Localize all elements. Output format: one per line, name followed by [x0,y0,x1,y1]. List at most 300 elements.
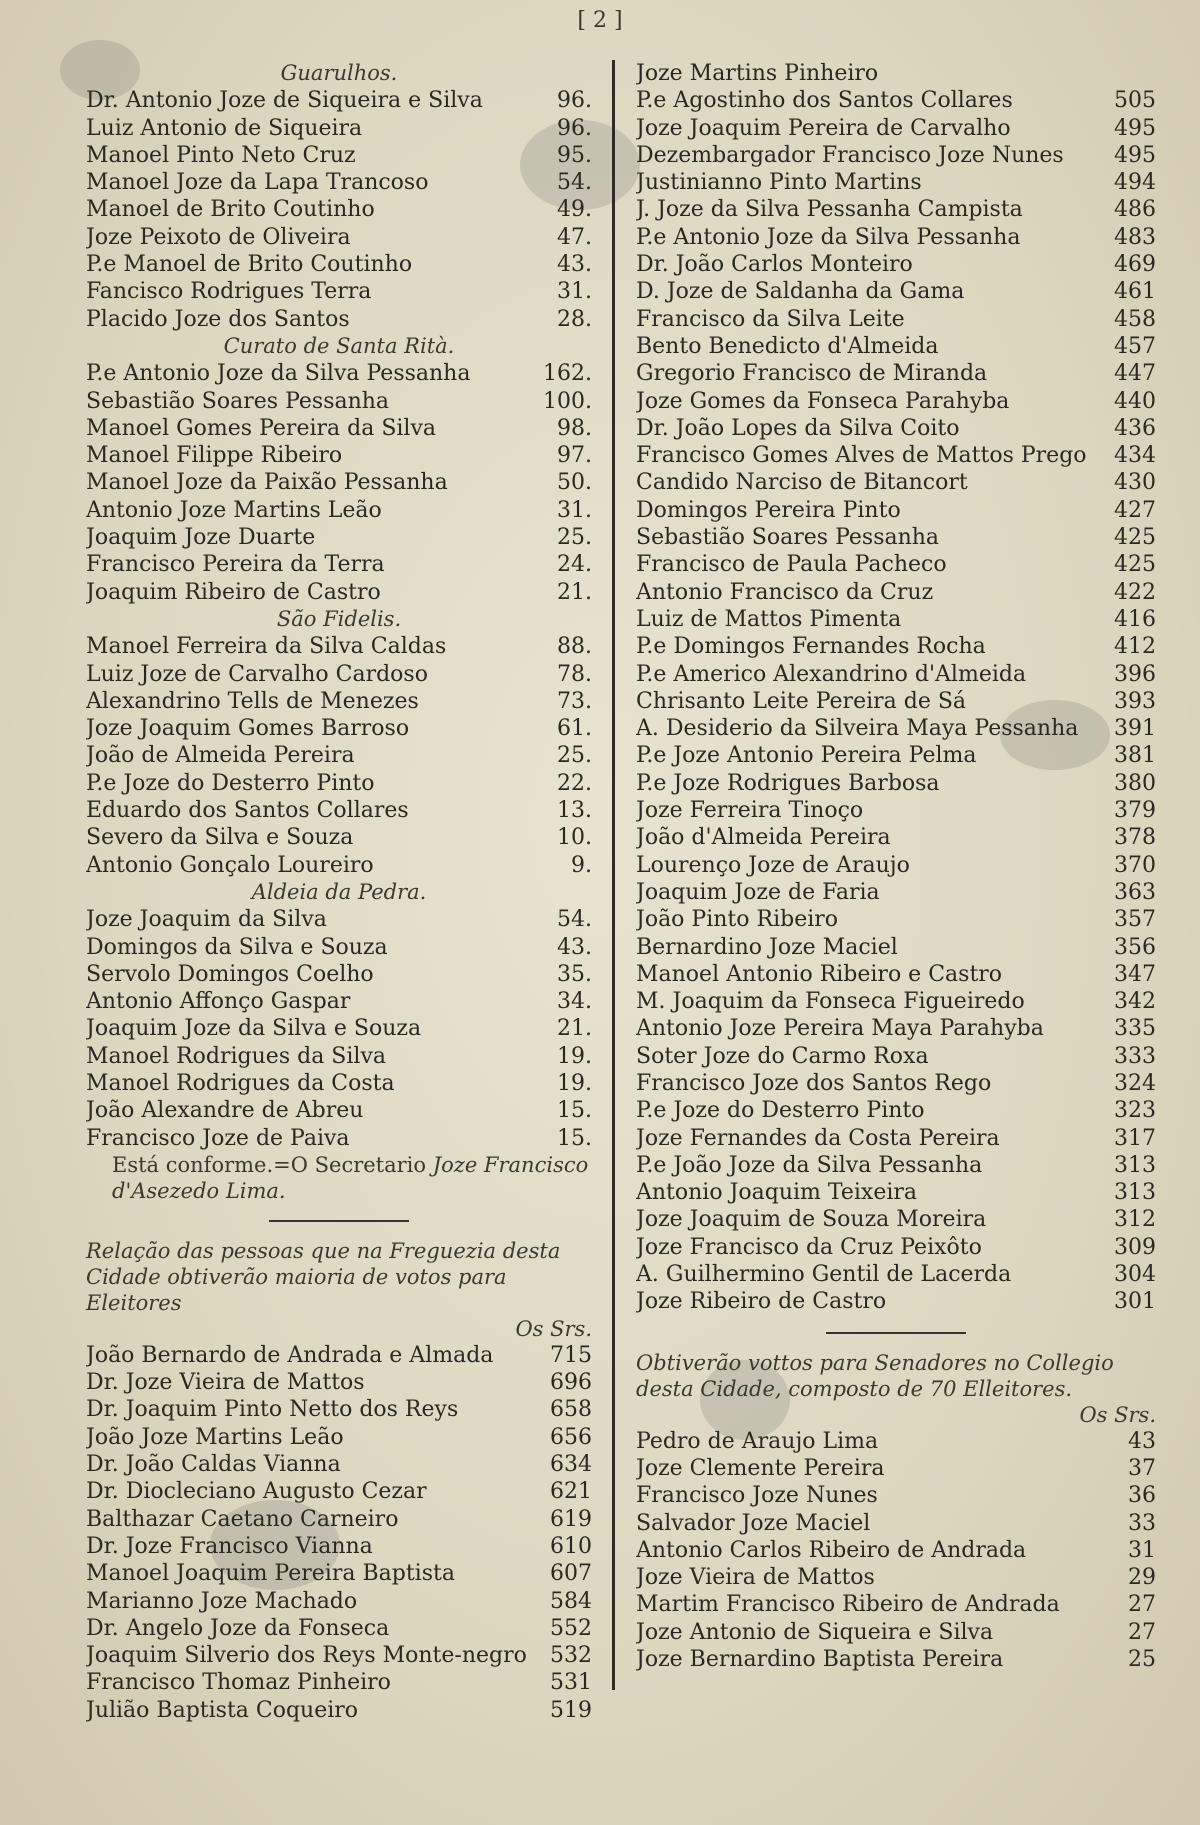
list-item [636,1070,1156,1097]
entry-votes: 323 [1114,1098,1156,1124]
entry-votes: 13. [557,798,592,824]
entry-name: P.e Joze do Desterro Pinto [636,1098,925,1124]
entry-votes: 532 [550,1643,592,1669]
entry-name: Antonio Francisco da Cruz [636,579,934,605]
list-item [86,961,592,988]
list-item [86,224,592,251]
entry-name: P.e Domingos Fernandes Rocha [636,634,986,660]
entry-name: M. Joaquim da Fonseca Figueiredo [636,989,1025,1015]
entry-name: Luiz de Mattos Pimenta [636,606,902,632]
entry-votes: 19. [557,1070,592,1096]
entry-votes: 15. [557,1125,592,1151]
entry-name: Bento Benedicto d'Almeida [636,333,939,359]
list-item [86,1533,592,1560]
list-item [86,1615,592,1642]
list-item [86,442,592,469]
entry-name: Manoel Joze da Lapa Trancoso [86,170,429,196]
list-item [636,87,1156,114]
entry-name: Antonio Carlos Ribeiro de Andrada [636,1537,1027,1563]
list-item [636,169,1156,196]
list-item [86,661,592,688]
list-item [636,1510,1156,1537]
entry-name: João Alexandre de Abreu [86,1098,364,1124]
list-item [86,1043,592,1070]
list-item [636,1428,1156,1455]
entry-name: Francisco Pereira da Terra [86,552,385,578]
entry-name: Joaquim Joze Duarte [86,525,316,551]
list-item [86,1560,592,1587]
list-item [636,1125,1156,1152]
section-heading: Curato de Santa Rità. [223,333,455,358]
entry-votes: 531 [550,1670,592,1696]
list-item [636,661,1156,688]
entry-votes: 317 [1114,1125,1156,1151]
entry-votes: 24. [557,552,592,578]
entry-votes: 436 [1114,415,1156,441]
entry-name: Joze Martins Pinheiro [636,61,879,86]
entry-votes: 19. [557,1043,592,1069]
entry-votes: 25. [557,525,592,551]
entry-votes: 61. [557,716,592,742]
section-heading: Aldeia da Pedra. [251,879,427,904]
entry-votes: 22. [557,770,592,796]
list-item [86,469,592,496]
list-item [636,497,1156,524]
entry-votes: 33 [1128,1510,1156,1536]
list-item [636,742,1156,769]
entry-name: Francisco de Paula Pacheco [636,552,947,578]
list-item [636,1206,1156,1233]
list-item [86,1097,592,1124]
entry-votes: 28. [557,306,592,332]
list-item [636,60,1156,87]
entry-name: Domingos Pereira Pinto [636,497,901,523]
entry-name: Sebastião Soares Pessanha [636,525,940,551]
entry-name: Manoel Ferreira da Silva Caldas [86,634,447,660]
entry-votes: 49. [557,197,592,223]
entry-name: João de Almeida Pereira [86,743,355,769]
entry-name: Manoel Joze da Paixão Pessanha [86,470,448,496]
entry-name: Manoel Antonio Ribeiro e Castro [636,961,1003,987]
entry-votes: 378 [1114,825,1156,851]
entry-votes: 347 [1114,961,1156,987]
entry-name: Joze Joaquim de Souza Moreira [636,1207,987,1233]
entry-name: Manoel Joaquim Pereira Baptista [86,1561,455,1587]
list-item [636,906,1156,933]
list-item [86,196,592,223]
list-item [86,1478,592,1505]
entry-name: Servolo Domingos Coelho [86,961,374,987]
senadores-heading: Obtiverão vottos para Senadores no Collegio desta Cidade, composto de 70 Elleitores. [636,1350,1114,1401]
list-item [86,278,592,305]
entry-name: Joze Joaquim Gomes Barroso [86,716,410,742]
list-item [86,169,592,196]
signature-line [86,1152,592,1204]
entry-votes: 427 [1114,497,1156,523]
list-item [86,988,592,1015]
entry-votes: 621 [550,1479,592,1505]
entry-name: Joze Vieira de Mattos [636,1565,875,1591]
entry-name: P.e Antonio Joze da Silva Pessanha [636,224,1021,250]
list-item [86,633,592,660]
entry-name: Joze Joaquim da Silva [86,907,327,933]
list-item [86,497,592,524]
entry-votes: 25. [557,743,592,769]
entry-name: Fancisco Rodrigues Terra [86,279,372,305]
entry-name: P.e Joze Antonio Pereira Pelma [636,743,977,769]
entry-name: P.e Joze do Desterro Pinto [86,770,375,796]
entry-name: Dezembargador Francisco Joze Nunes [636,142,1064,168]
entry-name: Dr. Joaquim Pinto Netto dos Reys [86,1397,459,1423]
entry-votes: 457 [1114,333,1156,359]
entry-votes: 304 [1114,1262,1156,1288]
entry-votes: 333 [1114,1043,1156,1069]
list-item [86,1070,592,1097]
list-item [636,961,1156,988]
entry-name: Joze Fernandes da Costa Pereira [636,1125,1000,1151]
list-item [636,1179,1156,1206]
entry-votes: 370 [1114,852,1156,878]
list-item [86,115,592,142]
list-item [636,196,1156,223]
entry-name: Pedro de Araujo Lima [636,1428,879,1454]
list-item [636,1261,1156,1288]
entry-name: Joaquim Joze da Silva e Souza [86,1016,422,1042]
list-item [636,824,1156,851]
entry-name: D. Joze de Saldanha da Gama [636,279,965,305]
entry-name: Antonio Gonçalo Loureiro [86,852,374,878]
entry-votes: 412 [1114,634,1156,660]
entry-name: Sebastião Soares Pessanha [86,388,390,414]
entry-votes: 21. [557,579,592,605]
entry-votes: 416 [1114,606,1156,632]
entry-name: Joze Antonio de Siqueira e Silva [636,1619,994,1645]
list-item [86,388,592,415]
entry-name: Dr. Antonio Joze de Siqueira e Silva [86,88,483,114]
list-item [636,1043,1156,1070]
entry-votes: 425 [1114,552,1156,578]
entry-name: Joaquim Ribeiro de Castro [86,579,381,605]
list-item [86,415,592,442]
entry-votes: 36 [1128,1483,1156,1509]
signature-prefix: Está conforme.=O Secretario [112,1152,433,1177]
entry-votes: 715 [550,1342,592,1368]
entry-name: Antonio Joaquim Teixeira [636,1180,918,1206]
entry-name: Bernardino Joze Maciel [636,934,898,960]
entry-name: Joze Joaquim Pereira de Carvalho [636,115,1011,141]
entry-votes: 47. [557,224,592,250]
separator-rule [826,1332,966,1334]
entry-votes: 696 [550,1370,592,1396]
list-item [86,1015,592,1042]
entry-name: Joze Francisco da Cruz Peixôto [636,1234,982,1260]
entry-name: Francisco Joze de Paiva [86,1125,350,1151]
entry-name: Dr. João Carlos Monteiro [636,252,913,278]
list-item [636,1564,1156,1591]
section-heading: São Fidelis. [276,606,402,631]
entry-votes: 458 [1114,306,1156,332]
list-item [636,852,1156,879]
entry-name: João Pinto Ribeiro [636,907,839,933]
list-item [636,770,1156,797]
entry-name: Candido Narciso de Bitancort [636,470,968,496]
entry-votes: 27 [1128,1619,1156,1645]
entry-name: Manoel Gomes Pereira da Silva [86,415,437,441]
entry-name: P.e Joze Rodrigues Barbosa [636,770,940,796]
entry-votes: 100. [543,388,592,414]
entry-votes: 434 [1114,443,1156,469]
entry-votes: 309 [1114,1234,1156,1260]
entry-name: P.e Americo Alexandrino d'Almeida [636,661,1027,687]
entry-votes: 95. [557,142,592,168]
entry-votes: 469 [1114,252,1156,278]
entry-votes: 96. [557,115,592,141]
entry-votes: 391 [1114,716,1156,742]
list-item [636,1537,1156,1564]
entry-name: Joze Gomes da Fonseca Parahyba [636,388,1010,414]
entry-votes: 495 [1114,115,1156,141]
entry-name: P.e João Joze da Silva Pessanha [636,1152,983,1178]
list-item [636,1482,1156,1509]
entry-votes: 21. [557,1016,592,1042]
list-item [636,524,1156,551]
entry-name: Justinianno Pinto Martins [636,170,922,196]
entry-votes: 31 [1128,1537,1156,1563]
entry-name: Chrisanto Leite Pereira de Sá [636,688,967,714]
entry-name: Placido Joze dos Santos [86,306,350,332]
entry-name: Joze Clemente Pereira [636,1455,885,1481]
entry-votes: 35. [557,961,592,987]
entry-votes: 34. [557,989,592,1015]
list-item [636,333,1156,360]
section-heading: Guarulhos. [280,61,398,85]
list-item [636,688,1156,715]
entry-name: João d'Almeida Pereira [636,825,891,851]
list-item [86,1342,592,1369]
list-item [86,1424,592,1451]
entry-name: Manoel de Brito Coutinho [86,197,375,223]
list-item [636,388,1156,415]
list-item [636,1619,1156,1646]
list-item [86,1369,592,1396]
list-item [636,1097,1156,1124]
entry-votes: 483 [1114,224,1156,250]
entry-name: Severo da Silva e Souza [86,825,354,851]
entry-name: Manoel Rodrigues da Costa [86,1070,395,1096]
entry-votes: 25 [1128,1647,1156,1673]
entry-name: Julião Baptista Coqueiro [86,1697,359,1723]
entry-votes: 393 [1114,688,1156,714]
entry-votes: 313 [1114,1180,1156,1206]
entry-name: Dr. Joze Vieira de Mattos [86,1370,365,1396]
entry-votes: 495 [1114,142,1156,168]
list-item [636,278,1156,305]
entry-name: Francisco Joze dos Santos Rego [636,1070,992,1096]
entry-name: Joze Bernardino Baptista Pereira [636,1647,1004,1673]
entry-name: Joaquim Silverio dos Reys Monte-negro [86,1643,527,1669]
list-item [86,1697,592,1724]
entry-votes: 301 [1114,1289,1156,1315]
list-item [636,1015,1156,1042]
entry-votes: 78. [557,661,592,687]
list-item [636,142,1156,169]
entry-votes: 656 [550,1424,592,1450]
list-item [636,1646,1156,1673]
list-item [636,715,1156,742]
entry-name: Lourenço Joze de Araujo [636,852,910,878]
list-item [86,906,592,933]
entry-votes: 50. [557,470,592,496]
relacao-subhead: Os Srs. [515,1316,592,1341]
entry-votes: 619 [550,1506,592,1532]
list-item [86,87,592,114]
entry-votes: 37 [1128,1455,1156,1481]
list-item [86,1642,592,1669]
list-item [86,524,592,551]
entry-name: Antonio Joze Martins Leão [86,497,382,523]
list-item [86,306,592,333]
entry-votes: 461 [1114,279,1156,305]
list-item [636,115,1156,142]
entry-votes: 43. [557,934,592,960]
list-item [86,1396,592,1423]
entry-name: Manoel Filippe Ribeiro [86,443,343,469]
page-number: [ 2 ] [577,8,623,33]
entry-name: Luiz Joze de Carvalho Cardoso [86,661,428,687]
list-item [636,633,1156,660]
entry-name: João Joze Martins Leão [86,1424,344,1450]
entry-name: Dr. João Lopes da Silva Coito [636,415,960,441]
entry-votes: 98. [557,415,592,441]
entry-votes: 658 [550,1397,592,1423]
entry-votes: 43 [1128,1428,1156,1454]
entry-votes: 363 [1114,879,1156,905]
entry-votes: 430 [1114,470,1156,496]
entry-name: Eduardo dos Santos Collares [86,798,409,824]
list-item [86,852,592,879]
entry-name: P.e Agostinho dos Santos Collares [636,88,1013,114]
entry-votes: 54. [557,907,592,933]
entry-name: Joze Ribeiro de Castro [636,1289,887,1315]
entry-name: Joze Ferreira Tinoço [636,798,864,824]
entry-name: A. Guilhermino Gentil de Lacerda [636,1262,1012,1288]
entry-name: Francisco Thomaz Pinheiro [86,1670,391,1696]
entry-votes: 505 [1114,88,1156,114]
list-item [636,1455,1156,1482]
entry-votes: 422 [1114,579,1156,605]
entry-votes: 10. [557,825,592,851]
list-item [636,797,1156,824]
entry-votes: 312 [1114,1207,1156,1233]
entry-votes: 584 [550,1588,592,1614]
entry-votes: 357 [1114,907,1156,933]
entry-votes: 519 [550,1697,592,1723]
entry-votes: 425 [1114,525,1156,551]
list-item [86,360,592,387]
entry-votes: 486 [1114,197,1156,223]
entry-votes: 396 [1114,661,1156,687]
list-item [86,1669,592,1696]
list-item [636,879,1156,906]
entry-name: Soter Joze do Carmo Roxa [636,1043,929,1069]
column-rule [612,60,615,1690]
entry-name: Dr. Diocleciano Augusto Cezar [86,1479,427,1505]
list-item [636,1234,1156,1261]
list-item [86,142,592,169]
entry-name: J. Joze da Silva Pessanha Campista [636,197,1023,223]
entry-name: Manoel Pinto Neto Cruz [86,142,356,168]
entry-votes: 31. [557,497,592,523]
entry-votes: 381 [1114,743,1156,769]
list-item [636,415,1156,442]
entry-votes: 54. [557,170,592,196]
list-item [86,251,592,278]
entry-name: A. Desiderio da Silveira Maya Pessanha [636,716,1079,742]
list-item [636,442,1156,469]
list-item [636,934,1156,961]
list-item [86,742,592,769]
entry-name: Manoel Rodrigues da Silva [86,1043,386,1069]
list-item [86,770,592,797]
list-item [86,797,592,824]
entry-votes: 162. [543,361,592,387]
entry-votes: 380 [1114,770,1156,796]
entry-name: Alexandrino Tells de Menezes [86,688,419,714]
list-item [636,551,1156,578]
entry-name: Luiz Antonio de Siqueira [86,115,363,141]
list-item [86,824,592,851]
entry-votes: 88. [557,634,592,660]
entry-name: Martim Francisco Ribeiro de Andrada [636,1592,1060,1618]
list-item [86,1506,592,1533]
list-item [636,224,1156,251]
entry-votes: 313 [1114,1152,1156,1178]
senadores-subhead: Os Srs. [1079,1402,1156,1427]
list-item [86,688,592,715]
list-item [636,1591,1156,1618]
entry-name: Balthazar Caetano Carneiro [86,1506,399,1532]
entry-votes: 27 [1128,1592,1156,1618]
entry-votes: 43. [557,252,592,278]
list-item [86,1588,592,1615]
entry-name: Marianno Joze Machado [86,1588,358,1614]
entry-name: Joaquim Joze de Faria [636,879,880,905]
entry-votes: 97. [557,443,592,469]
entry-name: P.e Antonio Joze da Silva Pessanha [86,361,471,387]
list-item [86,715,592,742]
list-item [636,469,1156,496]
list-item [636,1152,1156,1179]
entry-name: Salvador Joze Maciel [636,1510,871,1536]
entry-votes: 9. [571,852,592,878]
entry-votes: 552 [550,1615,592,1641]
entry-name: Antonio Joze Pereira Maya Parahyba [636,1016,1044,1042]
entry-votes: 335 [1114,1016,1156,1042]
entry-name: P.e Manoel de Brito Coutinho [86,252,413,278]
entry-votes: 447 [1114,361,1156,387]
entry-name: Francisco Joze Nunes [636,1483,878,1509]
entry-name: João Bernardo de Andrada e Almada [86,1342,494,1368]
right-column [636,60,1156,1673]
list-item [636,251,1156,278]
entry-votes: 15. [557,1098,592,1124]
left-column [86,60,592,1724]
entry-votes: 379 [1114,798,1156,824]
list-item [636,306,1156,333]
list-item [636,988,1156,1015]
list-item [636,606,1156,633]
list-item [86,1125,592,1152]
